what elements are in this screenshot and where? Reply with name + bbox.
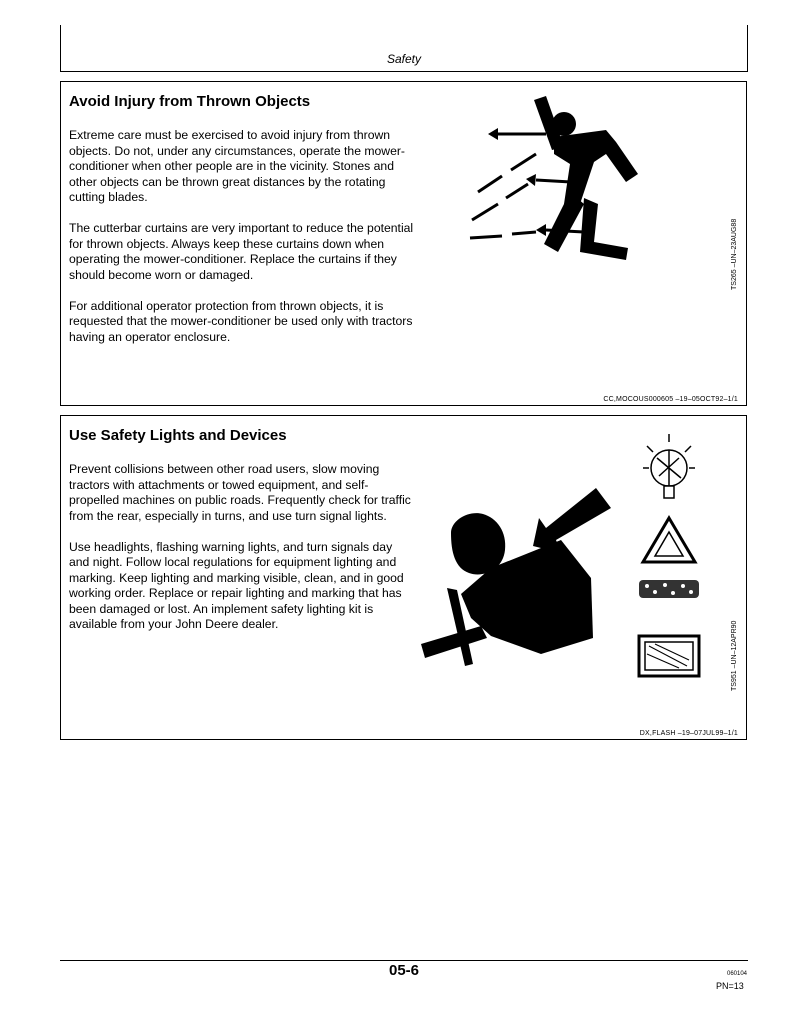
paragraph: Prevent collisions between other road users, slow moving tractors with attachments or towed equipment, and self-propelled machines on public roads. Frequently check for traffic from the rear, especially in turns, and use turn signal lights. xyxy=(69,462,411,523)
footer-rule xyxy=(60,960,748,961)
paragraph: The cutterbar curtains are very important to reduce the potential for thrown objects. Always keep these curtains down when operating the mower-conditioner. Replace the curtains if they should become worn or damaged. xyxy=(69,221,414,282)
thrown-objects-person-icon xyxy=(466,92,696,262)
header-bottom-rule xyxy=(60,71,748,72)
figure-code: TS951 –UN–12APR90 xyxy=(731,620,738,691)
footer-pn: PN=13 xyxy=(716,981,744,991)
section-body xyxy=(69,128,414,361)
paragraph: Use headlights, flashing warning lights, and turn signals day and night. Follow local regulations for equipment lighting and marking. Keep lighting and marking visible, clean, and in good working order. Replace or repair lighting and marking that has been damaged or lost. An implement safety lighting kit is available from your John Deere dealer. xyxy=(69,539,404,631)
page-number: 05-6 xyxy=(388,962,420,979)
section-title: Use Safety Lights and Devices xyxy=(69,427,287,444)
figure-code: TS265 –UN–23AUG88 xyxy=(731,218,738,290)
section-body xyxy=(69,462,414,648)
operator-looking-back-with-lights-icon xyxy=(421,428,721,708)
section-safety-lights xyxy=(60,415,747,740)
reference-code: CC,MOCOUS000605 –19–05OCT92–1/1 xyxy=(603,396,738,403)
reference-code: DX,FLASH –19–07JUL99–1/1 xyxy=(639,730,738,737)
paragraph: For additional operator protection from thrown objects, it is requested that the mower-conditioner be used only with tractors having an operator enclosure. xyxy=(69,298,413,344)
section-title: Avoid Injury from Thrown Objects xyxy=(69,93,311,110)
paragraph: Extreme care must be exercised to avoid injury from thrown objects. Do not, under any circumstances, operate the mower-conditioner when other people are in the vicinity. Stones and other objects can be thrown great distances by the rotating cutting blades. xyxy=(69,128,405,204)
header-section-label: Safety xyxy=(386,52,422,66)
section-thrown-objects xyxy=(60,81,747,406)
footer-code: 060104 xyxy=(727,971,748,977)
